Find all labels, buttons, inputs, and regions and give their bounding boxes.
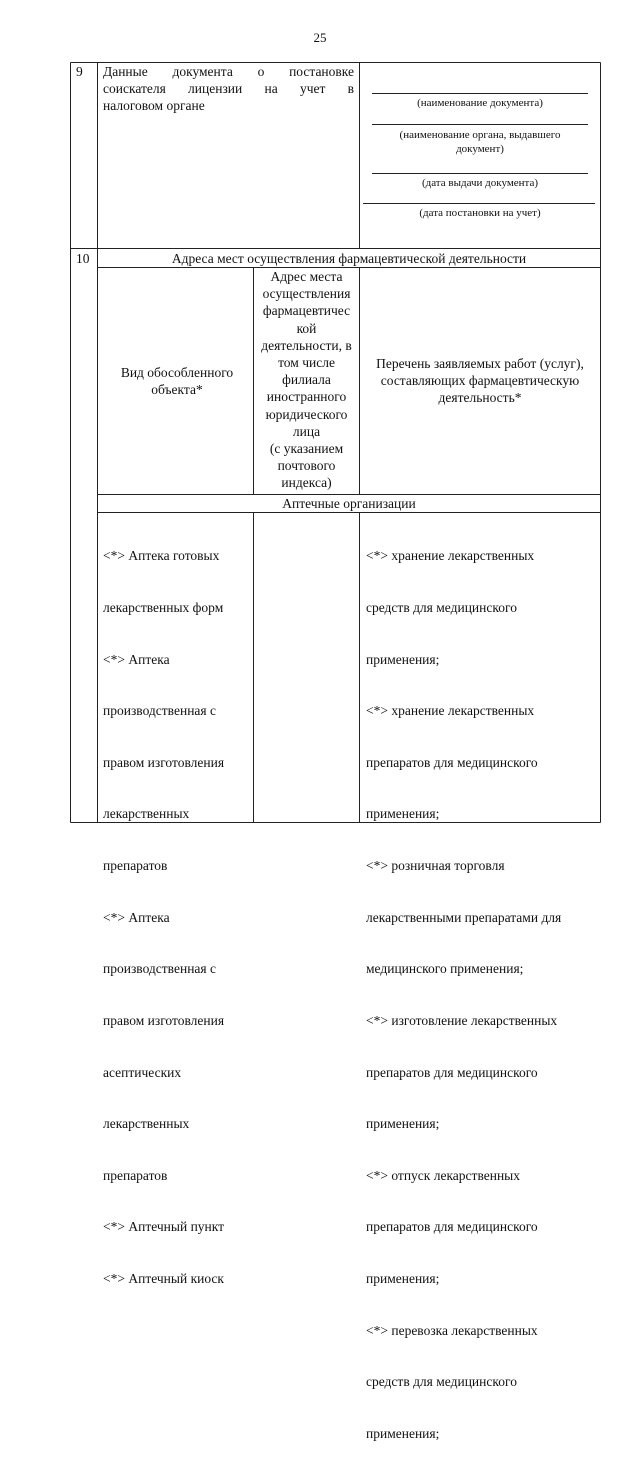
list-item: средств для медицинского	[366, 1374, 517, 1390]
header-address-line: деятельности, в	[261, 337, 352, 353]
caption-document-name: (наименование документа)	[417, 97, 543, 109]
list-item: препаратов	[103, 858, 168, 874]
list-item: <*> отпуск лекарственных	[366, 1167, 520, 1183]
header-address-line: осуществления	[262, 286, 351, 302]
header-object-type: Вид обособленного объекта*	[120, 365, 234, 397]
header-address	[254, 268, 359, 492]
list-item: препаратов для медицинского	[366, 1064, 538, 1080]
row-10-title: Адреса мест осуществления фармацевтической деятельности	[171, 251, 527, 266]
list-item: производственная с	[103, 703, 216, 719]
list-item: <*> Аптека готовых	[103, 548, 220, 564]
list-item: применения;	[366, 806, 440, 822]
list-item: <*> Аптека	[103, 651, 170, 667]
caption-issuing-authority: (наименование органа, выдавшего документ)	[399, 129, 561, 155]
list-item: <*> Аптечный пункт	[103, 1219, 225, 1235]
list-item: <*> Аптечный киоск	[103, 1270, 224, 1286]
caption-issue-date: (дата выдачи документа)	[421, 177, 539, 189]
header-address-line: том числе	[278, 355, 335, 371]
list-item: производственная с	[103, 961, 216, 977]
list-item: <*> изготовление лекарственных	[366, 1012, 558, 1028]
list-item: <*> розничная торговля	[366, 858, 505, 874]
list-item: правом изготовления	[103, 754, 225, 770]
list-item: лекарственных	[103, 806, 190, 822]
row-10-number: 10	[76, 251, 90, 266]
list-item: правом изготовления	[103, 1012, 225, 1028]
header-services: Перечень заявляемых работ (услуг), составляющих фармацевтическую деятельность*	[376, 356, 584, 405]
list-item: препаратов	[103, 1167, 168, 1183]
list-item: <*> хранение лекарственных	[366, 703, 535, 719]
row-9-number: 9	[76, 64, 83, 79]
row-9-label-line-3: налоговом органе	[103, 98, 205, 113]
list-item: препаратов для медицинского	[366, 754, 538, 770]
list-item: медицинского применения;	[366, 961, 524, 977]
list-item: препаратов для медицинского	[366, 1219, 538, 1235]
header-address-line: (с указанием	[269, 441, 344, 457]
field-line-registration-date	[363, 203, 595, 204]
header-address-line: фармацевтичес	[262, 303, 351, 319]
header-address-line: филиала	[282, 372, 331, 388]
header-address-line: иностранного	[266, 389, 347, 405]
header-address-line: лица	[292, 423, 321, 439]
list-item: применения;	[366, 1425, 440, 1441]
object-type-list	[103, 513, 224, 1304]
list-item: применения;	[366, 1116, 440, 1132]
list-item: средств для медицинского	[366, 600, 517, 616]
header-address-line: индекса)	[281, 475, 332, 491]
list-item: применения;	[366, 1270, 440, 1286]
field-line-document-name	[372, 93, 588, 94]
list-item: <*> хранение лекарственных	[366, 548, 535, 564]
caption-registration-date: (дата постановки на учет)	[419, 207, 541, 219]
field-line-issuing-authority	[372, 124, 588, 125]
header-address-line: Адрес места	[270, 269, 343, 284]
field-line-issue-date	[372, 173, 588, 174]
list-item: лекарственными препаратами для	[366, 909, 562, 925]
page-number: 25	[313, 30, 327, 45]
list-item: <*> Аптека	[103, 909, 170, 925]
list-item: <*> перевозка лекарственных	[366, 1322, 538, 1338]
list-item: асептических	[103, 1064, 182, 1080]
list-item: лекарственных форм	[103, 600, 224, 616]
header-address-line: кой	[296, 320, 317, 336]
section-title-pharmacy-organizations: Аптечные организации	[282, 496, 416, 511]
row-9-label-line-1: Данные документа о постановке	[103, 64, 354, 79]
list-item: лекарственных	[103, 1116, 190, 1132]
header-address-line: юридического	[265, 406, 348, 422]
services-list	[366, 513, 561, 1459]
row-9-label-line-2: соискателя лицензии на учет в	[103, 81, 354, 96]
list-item: применения;	[366, 651, 440, 667]
header-address-line: почтового	[277, 458, 336, 474]
